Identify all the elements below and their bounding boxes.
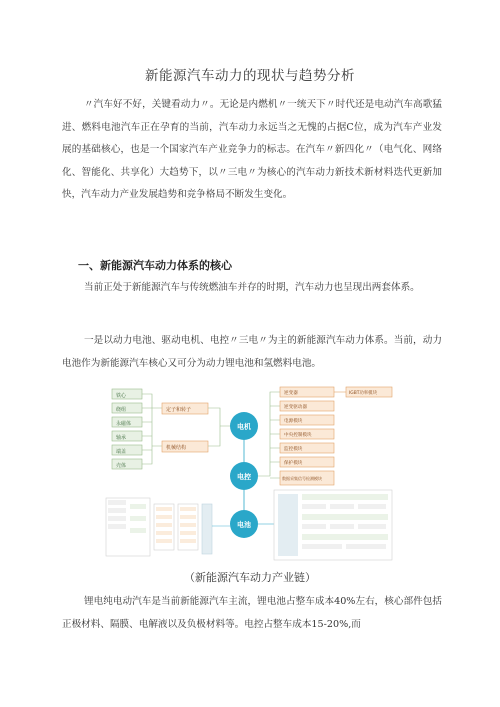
body-paragraph-2: 一是以动力电池、驱动电机、电控〃三电〃为主的新能源汽车动力体系。当前，动力电池作为新能源汽车核心又可分为动力锂电池和氢燃料电池。 (62, 335, 442, 369)
material-label: 绕组 (116, 407, 127, 413)
igbt-label: IGBT功率模块 (349, 391, 377, 396)
motor-part-label: 机械结构 (166, 445, 187, 451)
body-paragraph-1: 当前正处于新能源汽车与传统燃油车并存的时期，汽车动力也呈现出两套体系。 (84, 282, 420, 293)
control-modules (280, 387, 334, 485)
control-module-label: 监控模块 (284, 447, 303, 452)
motor-part-label: 定子和转子 (166, 407, 192, 413)
material-label: 轴承 (116, 435, 127, 441)
control-module-label: 中央控制模块 (284, 433, 312, 438)
control-module-label: 电源模块 (284, 419, 303, 424)
closing-paragraph: 锂电纯电动汽车是当前新能源汽车主流，锂电池占整车成本40%左右，核心部件包括正极材料、隔膜、电解液以及负极材料等。电控占整车成本15-20%,而 (62, 596, 442, 630)
hub-label: 电控 (237, 473, 251, 481)
section-heading: 一、新能源汽车动力体系的核心 (78, 259, 232, 272)
hub-label: 电机 (237, 423, 251, 431)
control-module-label: 保护模块 (284, 461, 303, 466)
control-module-label: 逆变驱动器 (284, 405, 307, 410)
material-label: 永磁体 (116, 421, 132, 427)
control-module-label: 数据采集信号检测模块 (282, 476, 322, 481)
diagram-caption: （新能源汽车动力产业链） (184, 571, 316, 584)
material-label: 壳体 (116, 463, 127, 469)
intro-paragraph: 〃汽车好不好，关键看动力〃。无论是内燃机〃一统天下〃时代还是电动汽车高歌猛进、燃料电池汽车正在孕育的当前，汽车动力永远当之无愧的占据C位，成为汽车产业发展的基础核心，也是一个国家汽车产业竞争力的标志。在汽车〃新四化〃（电气化、网络化、智能化、共享化）大趋势下，以〃三电〃为核心的汽车动力新技术新材料迭代更新加快，汽车动力产业发展趋势和竞争格局不断发生变化。 (62, 99, 442, 201)
control-module-label: 逆变器 (284, 391, 298, 396)
material-boxes (112, 389, 142, 469)
material-label: 端盖 (116, 449, 127, 455)
document-title: 新能源汽车动力的现状与趋势分析 (145, 68, 355, 84)
industry-chain-diagram (104, 386, 396, 564)
hub-label: 电池 (237, 521, 251, 529)
material-label: 铁心 (116, 393, 127, 399)
